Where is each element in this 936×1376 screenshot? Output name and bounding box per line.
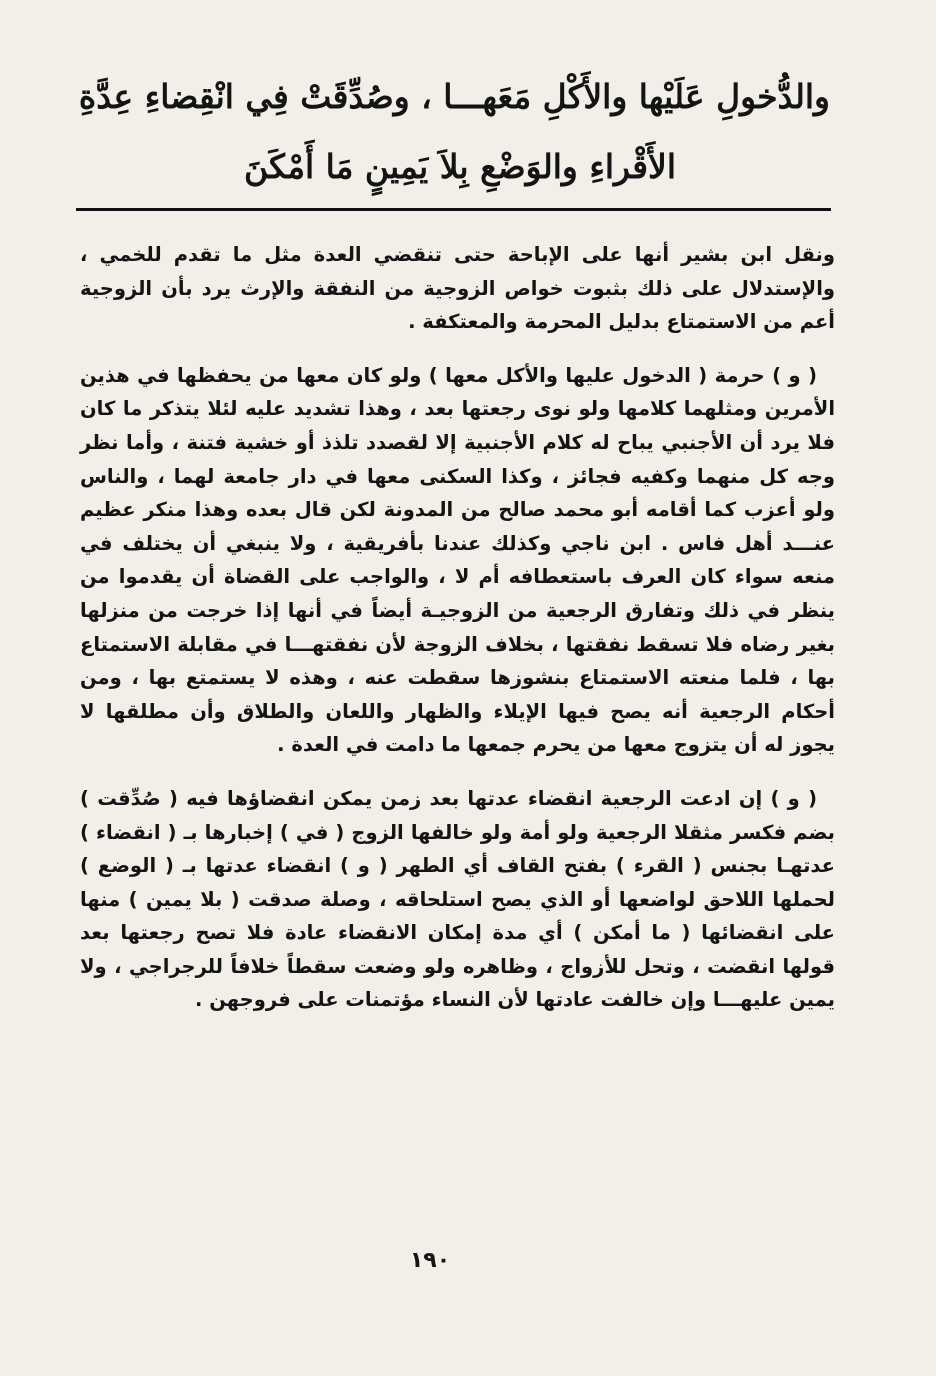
heading-line-1: والدُّخولِ عَلَيْها والأَكْلِ مَعَهـــا ، وصُدِّقَتْ فِي انْقِضاءِ عِدَّةِ bbox=[78, 77, 830, 116]
chapter-heading bbox=[78, 62, 830, 202]
page-number: ١٩٠ bbox=[409, 1248, 451, 1273]
heading-line-2: الأَقْراءِ والوَضْعِ بِلاَ يَمِينٍ مَا أَمْكَنَ bbox=[243, 147, 677, 186]
paragraph-1: ونقل ابن بشير أنها على الإباحة حتى تنقضي العدة مثل ما تقدم للخمي ، والإستدلال على ذلك بثبوت خواص الزوجية من النفقة والإرث يرد بأن الزوجية أعم من الاستمتاع بدليل المحرمة والمعتكفة . bbox=[80, 243, 835, 334]
paragraph-2: ( و ) حرمة ( الدخول عليها والأكل معها ) ولو كان معها من يحفظها في هذين الأمرين ومثلهما كلامها ولو نوى رجعتها بعد ، وهذا تشديد عليه لئلا يتذكر ما كان فلا يرد أن الأجنبي يباح له كلام الأجنبية إلا لقصدد تلذذ أو خشية فتنة ، وأما نظر وجه كل منهما وكفيه فجائز ، وكذا السكنى معها في دار جامعة لهما ، والناس ولو أعزب كما أقامه أبو محمد صالح من المدونة لكن قال بعده وهذا منكر عظيم عنـــد أهل فاس . ابن ناجي وكذلك عندنا بأفريقية ، ولا ينبغي أن يختلف في منعه سواء كان العرف باستعطافه أم لا ، والواجب على القضاة أن يقدموا من ينظر في ذلك وتفارق الرجعية من الزوجيـة أيضاً في أنها إذا خرجت من منزلها بغير رضاه فلا تسقط نفقتها ، بخلاف الزوجة لأن نفقتهـــا في مقابلة الاستمتاع بها ، فلما منعته الاستمتاع بنشوزها سقطت عنه ، وهذه لا يستمتع بها ، ومن أحكام الرجعية أنه يصح فيها الإيلاء والظهار واللعان والطلاق وأن مطلقها لا يجوز له أن يتزوج معها من يحرم جمعها ما دامت في العدة . bbox=[80, 363, 835, 757]
body-text bbox=[80, 238, 835, 1037]
paragraph-3: ( و ) إن ادعت الرجعية انقضاء عدتها بعد زمن يمكن انقضاؤها فيه ( صُدِّقت ) بضم فكسر مثقلا الرجعية ولو أمة ولو خالفها الزوج ( في ) إخبارها بـ ( انقضاء ) عدتهـا بجنس ( القرء ) بفتح القاف أي الطهر ( و ) انقضاء عدتها بـ ( الوضع ) لحملها اللاحق لواضعها أو الذي يصح استلحاقه ، وصلة صدقت ( بلا يمين ) منها على انقضائها ( ما أمكن ) أي مدة إمكان الانقضاء عادة فلا تصح رجعتها بعد قولها انقضت ، وتحل للأزواج ، وظاهره ولو وضعت سقطاً خلافاً للرجراجي ، ولا يمين عليهـــا وإن خالفت عادتها لأن النساء مؤتمنات على فروجهن . bbox=[80, 786, 835, 1012]
heading-divider bbox=[76, 208, 831, 211]
